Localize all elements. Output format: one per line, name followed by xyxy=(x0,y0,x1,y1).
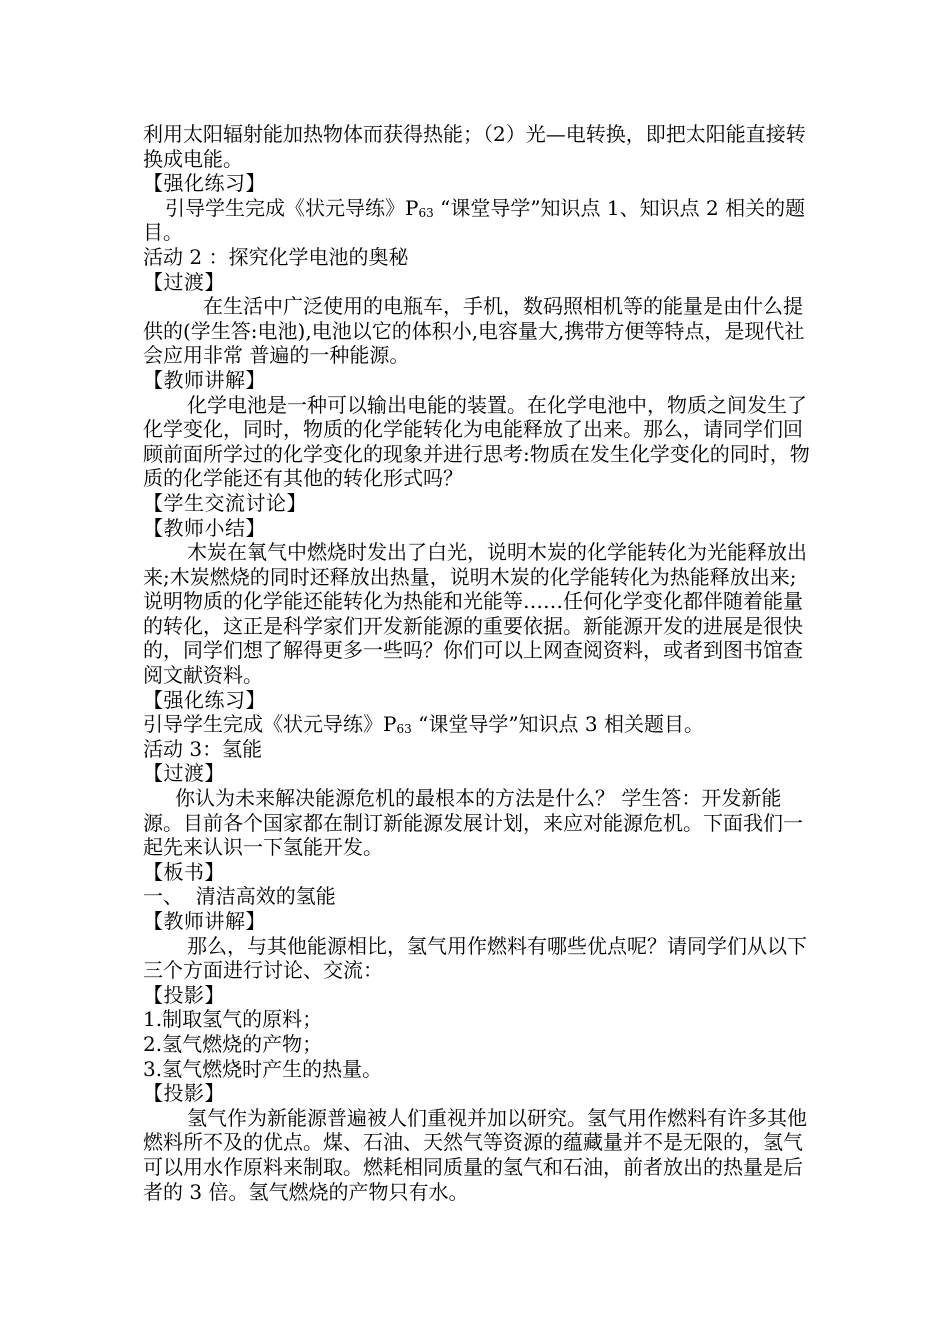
paragraph-chemical-battery: 化学电池是一种可以输出电能的装置。在化学电池中，物质之间发生了化学变化，同时，物质的化学能转化为电能释放了出来。那么，请同学们回顾前面所学过的化学变化的现象并进行思考:物质在发生化学变化的同时，物质的化学能还有其他的转化形式吗？ xyxy=(143,392,810,491)
paragraph-charcoal: 木炭在氧气中燃烧时发出了白光，说明木炭的化学能转化为光能释放出来;木炭燃烧的同时还释放出热量，说明木炭的化学能转化为热能释放出来;说明物质的化学能还能转化为热能和光能等……任何化学变化都伴随着能量的转化，这正是科学家们开发新能源的重要依据。新能源开发的进展是很快的，同学们想了解得更多一些吗？你们可以上网查阅资料，或者到图书馆查阅文献资料。 xyxy=(143,540,807,688)
heading-hydrogen-energy: 一、 清洁高效的氢能 xyxy=(143,884,336,909)
guide-1-text-b: “课堂导学”知识点 1、知识点 2 相关的题目。 xyxy=(143,195,806,245)
heading-projection-1: 【投影】 xyxy=(143,982,225,1007)
heading-teacher-explain-1: 【教师讲解】 xyxy=(143,367,266,392)
guide-2-text-a: 引导学生完成《状元导练》P xyxy=(143,712,397,737)
heading-practice-2: 【强化练习】 xyxy=(143,687,266,712)
heading-teacher-summary: 【教师小结】 xyxy=(143,515,266,540)
heading-board: 【板书】 xyxy=(143,859,225,884)
heading-teacher-explain-2: 【教师讲解】 xyxy=(143,909,266,933)
list-item: 2.氢气燃烧的产物； xyxy=(143,1031,323,1056)
paragraph-solar: 利用太阳辐射能加热物体而获得热能；（2）光—电转换，即把太阳能直接转换成电能。 xyxy=(143,122,806,171)
heading-transition-2: 【过渡】 xyxy=(143,761,225,786)
heading-transition-1: 【过渡】 xyxy=(143,269,225,294)
document-page xyxy=(143,122,811,1204)
guide-1-page-sub: 63 xyxy=(418,205,434,220)
guide-1-text-a: 引导学生完成《状元导练》P xyxy=(165,195,419,220)
paragraph-hydrogen-fuel: 氢气作为新能源普遍被人们重视并加以研究。氢气用作燃料有许多其他燃料所不及的优点。煤、石油、天然气等资源的蕴藏量并不是无限的，氢气可以用水作原料来制取。燃耗相同质量的氢气和石油，前者放出的热量是后者的 3 倍。氢气燃烧的产物只有水。 xyxy=(143,1105,807,1204)
guide-2-text-b: “课堂导学”知识点 3 相关题目。 xyxy=(411,712,704,737)
heading-practice-1: 【强化练习】 xyxy=(143,171,266,196)
heading-student-discussion: 【学生交流讨论】 xyxy=(143,490,307,515)
paragraph-guide-2 xyxy=(143,712,811,737)
paragraph-guide-1 xyxy=(143,196,811,245)
paragraph-energy-crisis: 你认为未来解决能源危机的最根本的方法是什么？ 学生答：开发新能源。目前各个国家都在制订新能源发展计划，来应对能源危机。下面我们一起先来认识一下氢能开发。 xyxy=(143,786,803,860)
heading-activity-3: 活动 3：氢能 xyxy=(143,736,263,761)
heading-activity-2: 活动 2 ：探究化学电池的奥秘 xyxy=(143,244,409,269)
paragraph-hydrogen-advantages: 那么，与其他能源相比，氢气用作燃料有哪些优点呢？请同学们从以下三个方面进行讨论、交流： xyxy=(143,933,807,983)
heading-projection-2: 【投影】 xyxy=(143,1081,225,1106)
list-item: 3.氢气燃烧时产生的热量。 xyxy=(143,1056,383,1081)
guide-2-page-sub: 63 xyxy=(396,722,412,737)
paragraph-battery-intro: 在生活中广泛使用的电瓶车，手机，数码照相机等的能量是由什么提供的(学生答:电池),电池以它的体积小,电容量大,携带方便等特点，是现代社会应用非常 普遍的一种能源。 xyxy=(143,294,805,368)
list-item: 1.制取氢气的原料； xyxy=(143,1007,323,1032)
